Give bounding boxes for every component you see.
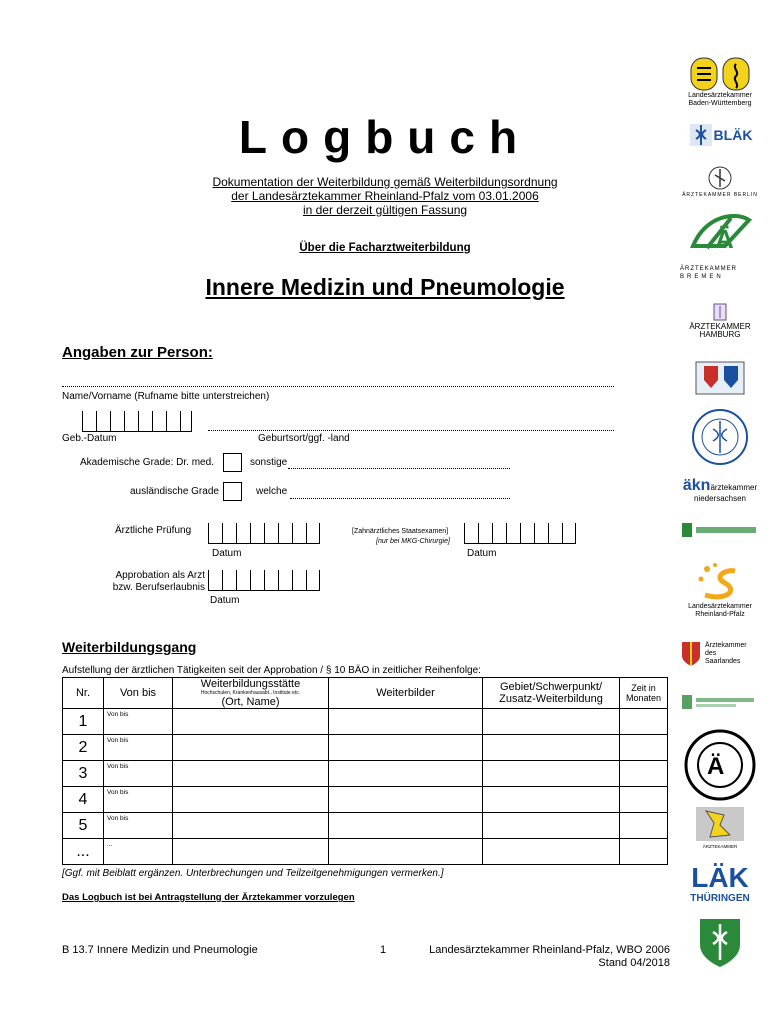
header-from-to: Von bis [104,678,173,709]
sachsen-anhalt-seal-icon [683,728,757,802]
training-table [62,677,668,865]
brandenburg-emblem-icon [685,206,755,256]
table-row [63,709,668,735]
logo-aekn-word: ärztekammer [710,483,758,492]
row-site-cell[interactable] [173,787,329,813]
training-intro: Aufstellung der ärztlichen Tätigkeiten seit der Approbation / § 10 BÄO in zeitlicher Reihenfolge: [62,665,481,676]
exam-date-field[interactable] [208,523,320,544]
logo-blaek [680,120,760,150]
row-nr: 2 [63,735,104,761]
footer-left: B 13.7 Innere Medizin und Pneumologie [62,944,258,956]
document-title: Logbuch [238,111,532,163]
hessen-emblem-icon [690,358,750,398]
row-from-to[interactable]: Von bis [104,787,173,813]
row-trainer-cell[interactable] [329,735,483,761]
svg-text:Ä: Ä [707,753,725,780]
row-area-cell[interactable] [483,813,620,839]
saarland-shield-icon [680,640,702,668]
row-trainer-cell[interactable] [329,787,483,813]
exam-label: Ärztliche Prüfung [115,525,192,536]
table-note: [Ggf. mit Beiblatt ergänzen. Unterbrechungen und Teilzeitgenehmigungen vermerken.] [62,868,444,879]
logo-hessen [680,356,760,400]
logo-blaek-text: BLÄK [713,127,753,143]
header-site-sub: (Ort, Name) [221,696,280,708]
name-label: Name/Vorname (Rufname bitte unterstreichen) [62,391,270,402]
row-trainer-cell[interactable] [329,709,483,735]
wl-shield-icon [697,916,743,970]
row-area-cell[interactable] [483,709,620,735]
row-site-cell[interactable] [173,735,329,761]
mv-seal-icon [687,407,753,467]
logo-saarland [680,636,760,672]
hamburg-emblem-icon [711,303,729,323]
row-from-to[interactable]: Von bis [104,735,173,761]
subtitle-line-2: der Landesärztekammer Rheinland-Pfalz vom 03.01.2006 [231,189,539,203]
exam-date-label: Datum [212,548,242,559]
row-site-cell[interactable] [173,709,329,735]
birthplace-field[interactable] [208,429,614,431]
row-nr: 5 [63,813,104,839]
footer-right-1: Landesärztekammer Rheinland-Pfalz, WBO 2006 [429,944,670,956]
header-site [173,678,329,709]
logo-nordrhein [680,518,760,542]
header-area [483,678,620,709]
table-header-row [63,678,668,709]
header-trainer: Weiterbilder [329,678,483,709]
logo-bw-line1: Landesärztekammer [688,92,752,99]
logo-westfalen-lippe [680,915,760,971]
logo-rlp-line2: Rheinland-Pfalz [695,611,745,618]
subtitle-line-1: Dokumentation der Weiterbildung gemäß Weiterbildungsordnung [212,175,558,189]
birthdate-label: Geb.-Datum [62,433,117,444]
row-trainer-cell[interactable] [329,761,483,787]
dental-exam-date-field[interactable] [464,523,576,544]
logo-saar-line1: Ärztekammer [705,642,747,649]
logo-hamburg-line1: ÄRZTEKAMMER [689,322,751,331]
sachsen-emblem-icon [682,694,758,710]
logo-laek-text: LÄK [691,862,749,893]
logo-niedersachsen [680,472,760,508]
footer-page-number: 1 [380,944,387,956]
training-heading: Weiterbildungsgang [62,639,197,655]
row-time-cell[interactable] [620,709,668,735]
header-area-line2: Zusatz-Weiterbildung [499,693,603,705]
logo-berlin [680,162,760,202]
logo-bremen [680,258,760,288]
other-degree-field[interactable] [288,467,510,469]
logo-aekn-region: niedersachsen [693,494,747,503]
svg-text:Ä: Ä [715,224,734,254]
row-from-to[interactable]: Von bis [104,709,173,735]
header-area-line1: Gebiet/Schwerpunkt/ [499,681,603,693]
dr-med-checkbox[interactable] [223,453,242,472]
logo-baden-wuerttemberg [680,52,760,112]
logo-sachsen-anhalt [680,725,760,805]
nordrhein-emblem-icon [682,521,758,539]
logo-hamburg-line2: HAMBURG [699,330,741,339]
table-row [63,761,668,787]
logo-hamburg [680,298,760,344]
logo-schleswig-holstein [680,805,760,851]
person-heading: Angaben zur Person: [62,344,213,361]
which-field[interactable] [290,497,510,499]
foreign-degree-label: ausländische Grade [130,486,219,497]
about-heading: Über die Facharztweiterbildung [299,242,471,254]
header-time [620,678,668,709]
row-from-to[interactable]: Von bis [104,813,173,839]
row-time-cell[interactable] [620,735,668,761]
approbation-label-2: bzw. Berufserlaubnis [112,582,205,593]
logo-bremen-line1: ÄRZTEKAMMER [680,266,738,272]
logo-mecklenburg-vorpommern [680,406,760,468]
logo-bremen-line2: BREMEN [680,274,724,280]
row-site-cell[interactable] [173,813,329,839]
mkg-label: [nur bei MKG-Chirurgie] [376,538,450,545]
foreign-degree-checkbox[interactable] [223,482,242,501]
logo-saar-line2: des [705,650,717,657]
header-site-small: Hochschulen, Krankenhausabt., Institute etc. [200,690,301,696]
row-nr: 1 [63,709,104,735]
logo-thueringen [680,858,760,910]
header-time-line2: Monaten [625,693,662,703]
logo-rheinland-pfalz [680,555,760,625]
caduceus-icon [688,122,714,148]
approbation-date-label: Datum [210,595,240,606]
row-trainer-cell[interactable] [329,813,483,839]
row-area-cell[interactable] [483,735,620,761]
dental-exam-label: [Zahnärztliches Staatsexamen] [352,528,449,535]
header-nr: Nr. [63,678,104,709]
header-time-line1: Zeit in [631,683,656,693]
table-row [63,813,668,839]
logo-rlp-line1: Landesärztekammer [688,603,752,610]
logo-bw-line2: Baden-Württemberg [688,100,752,107]
row-area-cell[interactable] [483,787,620,813]
logo-sachsen [680,690,760,714]
specialty-title: Innere Medizin und Pneumologie [205,274,565,300]
logo-aekn-short: äkn [682,477,711,494]
logo-berlin-text: ÄRZTEKAMMER BERLIN [682,192,758,198]
birthdate-field[interactable] [82,411,192,432]
table-row [63,787,668,813]
other-degree-label: sonstige [250,457,288,468]
sh-map-icon [694,805,746,843]
logo-saar-line3: Saarlandes [705,658,741,665]
row-nr: 3 [63,761,104,787]
logo-thueringen-text: THÜRINGEN [690,893,750,904]
rlp-snake-icon [695,561,745,603]
row-time-cell[interactable] [620,813,668,839]
header-site-title: Weiterbildungsstätte [200,678,301,690]
bw-shields-icon [685,56,755,92]
footer-right-2: Stand 04/2018 [598,957,670,969]
logo-brandenburg [680,205,760,257]
row-time-cell[interactable] [620,761,668,787]
dental-exam-date-label: Datum [467,548,497,559]
which-label: welche [256,486,288,497]
row-area-cell[interactable] [483,839,620,865]
row-site-cell[interactable] [173,839,329,865]
row-site-cell[interactable] [173,761,329,787]
row-nr: ... [63,839,104,865]
berlin-emblem-icon [705,165,735,191]
submit-note: Das Logbuch ist bei Antragstellung der Ärztekammer vorzulegen [62,892,355,903]
table-row [63,735,668,761]
birthplace-label: Geburtsort/ggf. -land [258,433,350,444]
subtitle-line-3: in der derzeit gültigen Fassung [302,203,468,217]
row-area-cell[interactable] [483,761,620,787]
approbation-date-field[interactable] [208,570,320,591]
row-from-to[interactable]: Von bis [104,761,173,787]
row-from-to[interactable]: ... [104,839,173,865]
row-trainer-cell[interactable] [329,839,483,865]
table-row [63,839,668,865]
approbation-label-1: Approbation als Arzt [115,570,205,581]
row-time-cell[interactable] [620,787,668,813]
row-time-cell[interactable] [620,839,668,865]
academic-label: Akademische Grade: Dr. med. [80,457,214,468]
row-nr: 4 [63,787,104,813]
name-field[interactable] [62,385,614,387]
logo-sh-text: ÄRZTEKAMMER [702,844,738,849]
